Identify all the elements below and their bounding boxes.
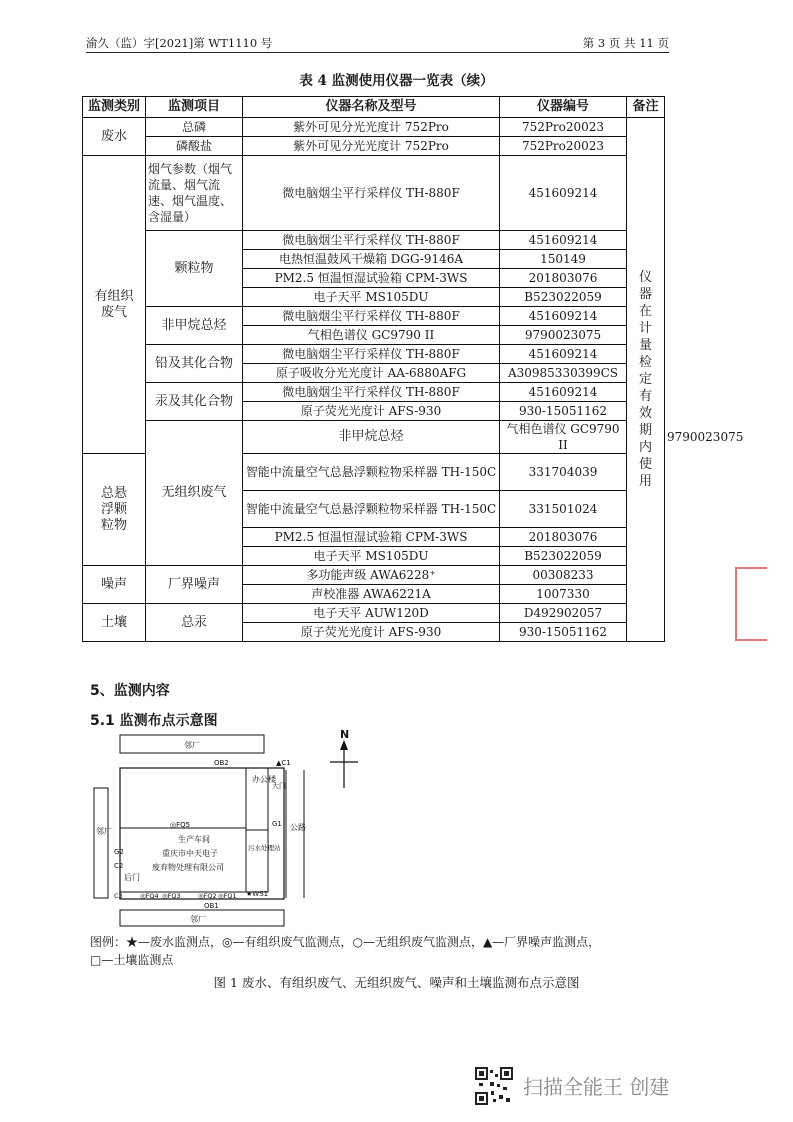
instrument-name: 气相色谱仪 GC9790 II <box>243 326 500 345</box>
company-name-2: 废弃物处理有限公司 <box>152 863 224 872</box>
page-header <box>86 34 669 53</box>
report-number: 渝久（监）字[2021]第 WT1110 号 <box>86 36 273 50</box>
item-cell: 铅及其化合物 <box>146 345 243 383</box>
category-cell: 土壤 <box>83 604 146 642</box>
instrument-name: 电子天平 MS105DU <box>243 547 500 566</box>
instrument-id: 930-15051162 <box>500 623 627 642</box>
section-5-heading: 5、监测内容 <box>90 683 170 699</box>
factory-boundary <box>120 768 284 899</box>
table-header-row <box>83 97 665 118</box>
instrument-name: 紫外可见分光光度计 752Pro <box>243 137 500 156</box>
instrument-id: 752Pro20023 <box>500 118 627 137</box>
table-row <box>83 383 665 402</box>
table-row <box>83 137 665 156</box>
figure-caption: 图 1 废水、有组织废气、无组织废气、噪声和土壤监测布点示意图 <box>213 975 580 990</box>
instrument-id: 451609214 <box>500 231 627 250</box>
point-fq1: ◎FQ1 <box>218 892 237 900</box>
section-5-1-heading: 5.1 监测布点示意图 <box>90 713 218 729</box>
site-diagram <box>86 728 350 930</box>
item-cell: 总悬浮颗粒物 <box>83 454 146 566</box>
scanner-app-label: 扫描全能王 创建 <box>523 1075 670 1099</box>
item-cell: 颗粒物 <box>146 231 243 307</box>
instrument-name: 气相色谱仪 GC9790 II <box>500 421 627 454</box>
category-cell: 有组织废气 <box>83 156 146 454</box>
qr-code-icon <box>475 1067 513 1105</box>
neighbor-factory-left <box>94 788 108 898</box>
instrument-id: 930-15051162 <box>500 402 627 421</box>
road-label: 公路 <box>290 823 306 832</box>
workshop-label: 生产车间 <box>178 835 210 844</box>
instrument-table <box>82 96 744 642</box>
table-row: 无组织废气 非甲烷总烃 气相色谱仪 GC9790 II 9790023075 <box>83 421 665 454</box>
point-fq3: ◎FQ3 <box>162 892 181 900</box>
item-cell: 总汞 <box>146 604 243 642</box>
point-c1: ▲C1 <box>276 759 291 767</box>
instrument-name: PM2.5 恒温恒湿试验箱 CPM-3WS <box>243 269 500 288</box>
neighbor-label-left: 邻厂 <box>96 827 112 836</box>
sewage-label: 污水处理站 <box>248 844 281 852</box>
point-c3: C3 <box>114 892 123 900</box>
point-g2: G2 <box>114 848 124 856</box>
point-ob1: OB1 <box>204 902 219 910</box>
col-header: 备注 <box>627 97 665 118</box>
instrument-name: 紫外可见分光光度计 752Pro <box>243 118 500 137</box>
instrument-id: 451609214 <box>500 383 627 402</box>
instrument-name: 微电脑烟尘平行采样仪 TH-880F <box>243 307 500 326</box>
instrument-id: D492902057 <box>500 604 627 623</box>
item-cell: 总磷 <box>146 118 243 137</box>
table-row <box>83 156 665 231</box>
col-header: 监测类别 <box>83 97 146 118</box>
instrument-name: 声校准器 AWA6221A <box>243 585 500 604</box>
point-fq5: ◎FQ5 <box>170 821 191 829</box>
instrument-id: 00308233 <box>500 566 627 585</box>
instrument-id: B523022059 <box>500 547 627 566</box>
instrument-id: 331704039 <box>500 454 627 491</box>
notes-cell: 仪器在计量检定有效期内使用 <box>627 118 665 642</box>
instrument-name: 智能中流量空气总悬浮颗粒物采样器 TH-150C <box>243 491 500 528</box>
instrument-name: 电子天平 MS105DU <box>243 288 500 307</box>
page-number: 第 3 页 共 11 页 <box>582 36 669 50</box>
point-fq4: ◎FQ4 <box>140 892 159 900</box>
col-header: 监测项目 <box>146 97 243 118</box>
table-row <box>83 118 665 137</box>
north-label: N <box>340 728 350 741</box>
table-row <box>83 566 665 585</box>
item-cell: 非甲烷总烃 <box>146 307 243 345</box>
item-cell: 非甲烷总烃 <box>243 421 500 454</box>
north-arrow-icon <box>330 740 358 788</box>
instrument-name: 电热恒温鼓风干燥箱 DGG-9146A <box>243 250 500 269</box>
seal-stamp-edge <box>735 567 767 641</box>
item-cell: 磷酸盐 <box>146 137 243 156</box>
sewage-station <box>246 830 268 892</box>
instrument-name: 微电脑烟尘平行采样仪 TH-880F <box>243 231 500 250</box>
instrument-id: B523022059 <box>500 288 627 307</box>
instrument-name: 多功能声级 AWA6228⁺ <box>243 566 500 585</box>
instrument-id: 150149 <box>500 250 627 269</box>
instrument-id: 451609214 <box>500 156 627 231</box>
instrument-id: 1007330 <box>500 585 627 604</box>
instrument-name: 原子荧光光度计 AFS-930 <box>243 402 500 421</box>
category-cell: 废水 <box>83 118 146 156</box>
instrument-name: 原子荧光光度计 AFS-930 <box>243 623 500 642</box>
instrument-name: 电子天平 AUW120D <box>243 604 500 623</box>
instrument-name: 原子吸收分光光度计 AA-6880AFG <box>243 364 500 383</box>
instrument-id: 9790023075 <box>500 326 627 345</box>
col-header: 仪器编号 <box>500 97 627 118</box>
point-g1: G1 <box>272 820 282 828</box>
legend-line-2: □—土壤监测点 <box>90 953 174 967</box>
instrument-id: 752Pro20023 <box>500 137 627 156</box>
item-cell: 汞及其化合物 <box>146 383 243 421</box>
instrument-name: 微电脑烟尘平行采样仪 TH-880F <box>243 345 500 364</box>
category-cell: 无组织废气 <box>146 421 243 566</box>
instrument-id: A30985330399CS <box>500 364 627 383</box>
instrument-id: 451609214 <box>500 307 627 326</box>
neighbor-label-bottom: 邻厂 <box>190 915 206 924</box>
table-row <box>83 604 665 623</box>
point-fq2: ◎FQ2 <box>198 892 217 900</box>
instrument-name: PM2.5 恒温恒湿试验箱 CPM-3WS <box>243 528 500 547</box>
table-row <box>83 345 665 364</box>
category-cell: 噪声 <box>83 566 146 604</box>
gate-label: 大门 <box>272 782 286 790</box>
instrument-id: 331501024 <box>500 491 627 528</box>
neighbor-label-top: 邻厂 <box>184 741 200 750</box>
back-gate-label: 后门 <box>124 873 140 882</box>
legend <box>90 933 600 969</box>
table-row <box>83 231 665 250</box>
instrument-id: 201803076 <box>500 269 627 288</box>
item-cell: 厂界噪声 <box>146 566 243 604</box>
item-cell: 烟气参数（烟气流量、烟气流速、烟气温度、含湿量） <box>146 156 243 231</box>
point-ob2: OB2 <box>214 759 229 767</box>
point-c2: C2 <box>114 862 124 870</box>
instrument-id: 201803076 <box>500 528 627 547</box>
point-ws1: ★WS1 <box>246 890 269 898</box>
table-row <box>83 307 665 326</box>
legend-line-1: 图例：★—废水监测点，◎—有组织废气监测点，○—无组织废气监测点，▲—厂界噪声监测点， <box>90 935 601 949</box>
instrument-name: 智能中流量空气总悬浮颗粒物采样器 TH-150C <box>243 454 500 491</box>
col-header: 仪器名称及型号 <box>243 97 500 118</box>
instrument-name: 微电脑烟尘平行采样仪 TH-880F <box>243 156 500 231</box>
instrument-name: 微电脑烟尘平行采样仪 TH-880F <box>243 383 500 402</box>
office-label: 办公楼 <box>252 775 276 784</box>
company-name-1: 重庆市中天电子 <box>162 849 218 858</box>
table-caption: 表 4 监测使用仪器一览表（续） <box>299 73 494 89</box>
instrument-id: 451609214 <box>500 345 627 364</box>
